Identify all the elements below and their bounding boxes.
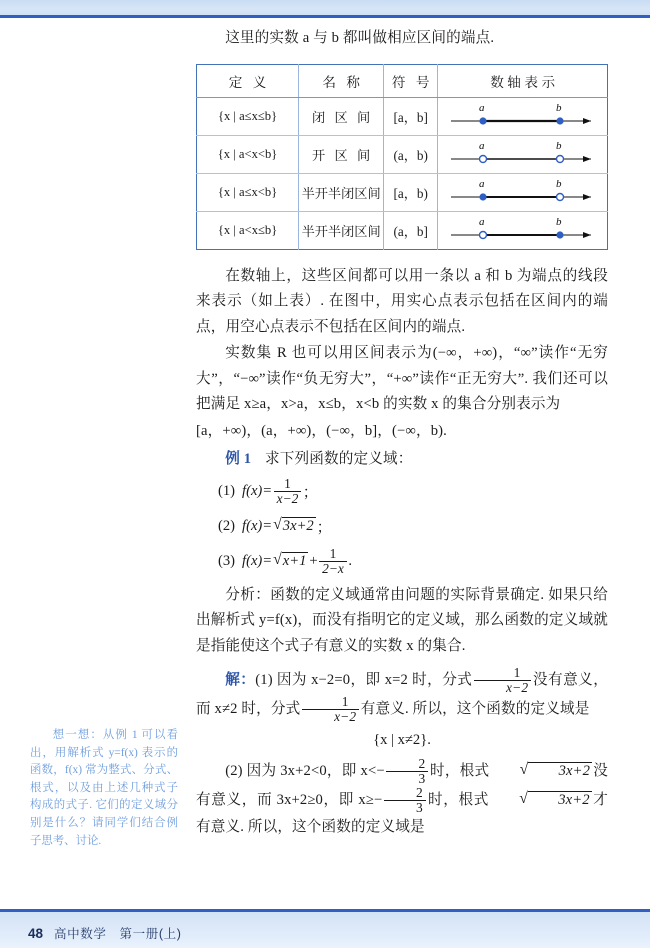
solution-label: 解：: [225, 671, 256, 688]
square-root: [273, 517, 316, 536]
fraction: [274, 477, 302, 506]
fraction-denominator: x−2: [302, 709, 359, 724]
item-expr-prefix: f(x)=: [242, 483, 273, 499]
radicand: 3x+2: [528, 791, 592, 810]
solution-part2-seg2: 时，根式: [429, 762, 490, 779]
header-axis: 数轴表示: [438, 64, 608, 97]
number-line-closed-closed: [443, 99, 603, 133]
cell-name: 闭 区 间: [299, 97, 384, 135]
square-root: [490, 791, 592, 810]
svg-text:b: b: [555, 216, 562, 228]
solution-part1: [196, 666, 608, 724]
interval-table: [196, 64, 608, 250]
cell-number-line: [438, 211, 608, 249]
solution-part1-result-text: {x | x≠2}.: [373, 731, 431, 748]
solution-part1-number: (1): [255, 671, 273, 688]
number-line-closed-open: [443, 175, 603, 209]
number-line-open-closed: [443, 213, 603, 247]
fraction-denominator: 2−x: [319, 561, 347, 576]
radicand: x+1: [282, 553, 307, 570]
fraction-denominator: 3: [384, 800, 426, 815]
solution-part2-seg5: 才有意义. 所以，这个函数的定义域是: [196, 791, 608, 835]
cell-name: 半开半闭区间: [299, 173, 384, 211]
example-items: [196, 477, 608, 577]
analysis-text: 函数的定义域通常由问题的实际背景确定. 如果只给出解析式 y=f(x)，而没有指明它的定义域，那么函数的定义域就是指能使这个式子有意义的实数 x 的集合.: [196, 586, 608, 654]
cell-definition: {x | a<x≤b}: [197, 211, 299, 249]
solution-part2-seg3: 没有意义，而 3x+2≥0，即 x≥−: [196, 762, 608, 808]
example-item-3: [196, 547, 608, 577]
example-heading: [196, 447, 608, 473]
header-definition: 定 义: [197, 64, 299, 97]
paragraph-real-set-intervals: [196, 419, 608, 445]
svg-text:b: b: [555, 102, 562, 114]
cell-symbol: [a，b): [384, 173, 438, 211]
item-number: (1): [218, 483, 236, 499]
analysis-label: 分析：: [225, 586, 271, 603]
book-title: 高中数学 第一册(上): [54, 927, 182, 941]
radical-sign: √: [273, 516, 282, 534]
table-row: [197, 211, 608, 249]
solution-part1-seg3: 有意义. 所以，这个函数的定义域是: [360, 700, 590, 717]
paragraph-real-set-text: 实数集 R 也可以用区间表示为(−∞，+∞)，“∞”读作“无穷大”，“−∞”读作“负无穷大”，“+∞”读作“正无穷大”. 我们还可以把满足 x≥a，x>a，x≤b，x<b 的实数 x 的集合分别表示为: [196, 345, 608, 412]
radicand: 3x+2: [282, 518, 314, 535]
solution-part2: [196, 757, 608, 840]
fraction: [474, 666, 531, 695]
svg-text:a: a: [478, 102, 485, 114]
radical-sign: √: [519, 790, 528, 808]
cell-name: 半开半闭区间: [299, 211, 384, 249]
square-root: [273, 552, 308, 571]
plus-sign: +: [309, 553, 318, 569]
number-line-open-open: [443, 137, 603, 171]
example-item-1: [196, 477, 608, 507]
header-name: 名 称: [299, 64, 384, 97]
header-symbol: 符 号: [384, 64, 438, 97]
svg-text:a: a: [478, 140, 485, 152]
solution-part2-seg4: 时，根式: [427, 791, 490, 808]
paragraph-number-line: [196, 264, 608, 341]
example-label: 例 1: [225, 451, 252, 467]
item-suffix: ；: [316, 520, 332, 536]
item-expr-prefix: f(x)=: [242, 553, 273, 569]
example-item-2: [196, 512, 608, 542]
svg-text:b: b: [555, 178, 562, 190]
margin-note-think: [30, 727, 178, 850]
paragraph-real-set-intervals-text: [a，+∞)，(a，+∞)，(−∞，b]，(−∞，b).: [196, 422, 447, 439]
cell-symbol: [a，b]: [384, 97, 438, 135]
fraction-numerator: 1: [513, 665, 521, 680]
item-expr-prefix: f(x)=: [242, 518, 273, 534]
page-top-rule: [0, 15, 650, 18]
fraction-denominator: 3: [386, 771, 428, 786]
svg-text:a: a: [478, 178, 485, 190]
fraction-denominator: x−2: [474, 680, 531, 695]
radicand: 3x+2: [528, 762, 592, 781]
cell-number-line: [438, 173, 608, 211]
fraction-numerator: 2: [416, 784, 423, 800]
analysis-paragraph: [196, 583, 608, 660]
svg-text:a: a: [478, 216, 485, 228]
fraction: [386, 757, 428, 786]
table-row: [197, 97, 608, 135]
radical-sign: √: [519, 761, 529, 779]
solution-part2-seg1: 因为 3x+2<0，即 x<−: [246, 762, 385, 779]
cell-symbol: (a，b]: [384, 211, 438, 249]
interval-table-wrapper: [196, 64, 608, 250]
page-number: 48: [28, 926, 44, 941]
paragraph-number-line-text: 在数轴上，这些区间都可以用一条以 a 和 b 为端点的线段来表示（如上表）. 在图中，用实心点表示包括在区间内的端点，用空心点表示不包括在区间内的端点.: [196, 267, 608, 335]
fraction: [319, 547, 347, 576]
intro-sentence: [196, 26, 608, 52]
page-top-band: [0, 0, 650, 15]
solution-part1-seg1: 因为 x−2=0，即 x=2 时，分式: [276, 671, 473, 688]
cell-definition: {x | a≤x≤b}: [197, 97, 299, 135]
fraction-numerator: 1: [284, 476, 291, 492]
cell-name: 开 区 间: [299, 135, 384, 173]
cell-definition: {x | a≤x<b}: [197, 173, 299, 211]
fraction-numerator: 2: [418, 755, 426, 771]
fraction-numerator: 1: [329, 546, 337, 562]
cell-definition: {x | a<x<b}: [197, 135, 299, 173]
cell-number-line: [438, 97, 608, 135]
radical-sign: √: [273, 551, 282, 569]
fraction: [302, 695, 359, 724]
table-header-row: [197, 64, 608, 97]
fraction: [384, 786, 426, 815]
svg-text:b: b: [555, 140, 562, 152]
item-suffix: ；: [302, 485, 318, 501]
example-prompt: 求下列函数的定义域：: [265, 451, 413, 467]
fraction-numerator: 1: [341, 693, 349, 709]
margin-note-text: 想一想：从例 1 可以看出，用解析式 y=f(x) 表示的函数，f(x) 常为整式、分式、根式，以及由上述几种式子构成的式子. 它们的定义域分别是什么？请同学们结合例子思考、讨论.: [30, 729, 178, 847]
cell-number-line: [438, 135, 608, 173]
item-number: (2): [218, 518, 236, 534]
item-number: (3): [218, 553, 236, 569]
square-root: [490, 762, 592, 781]
solution-part2-number: (2): [225, 762, 243, 779]
cell-symbol: (a，b): [384, 135, 438, 173]
solution-part1-result: [196, 727, 608, 753]
item-suffix: .: [348, 553, 353, 569]
fraction-denominator: x−2: [274, 491, 302, 506]
table-row: [197, 135, 608, 173]
solution-part1-seg2: 没有意义，而 x≠2 时，分式: [196, 671, 608, 717]
intro-sentence-text: 这里的实数 a 与 b 都叫做相应区间的端点.: [225, 30, 495, 46]
paragraph-real-set: [196, 341, 608, 418]
page-footer: [28, 924, 181, 942]
page-content: [196, 26, 608, 841]
table-row: [197, 173, 608, 211]
